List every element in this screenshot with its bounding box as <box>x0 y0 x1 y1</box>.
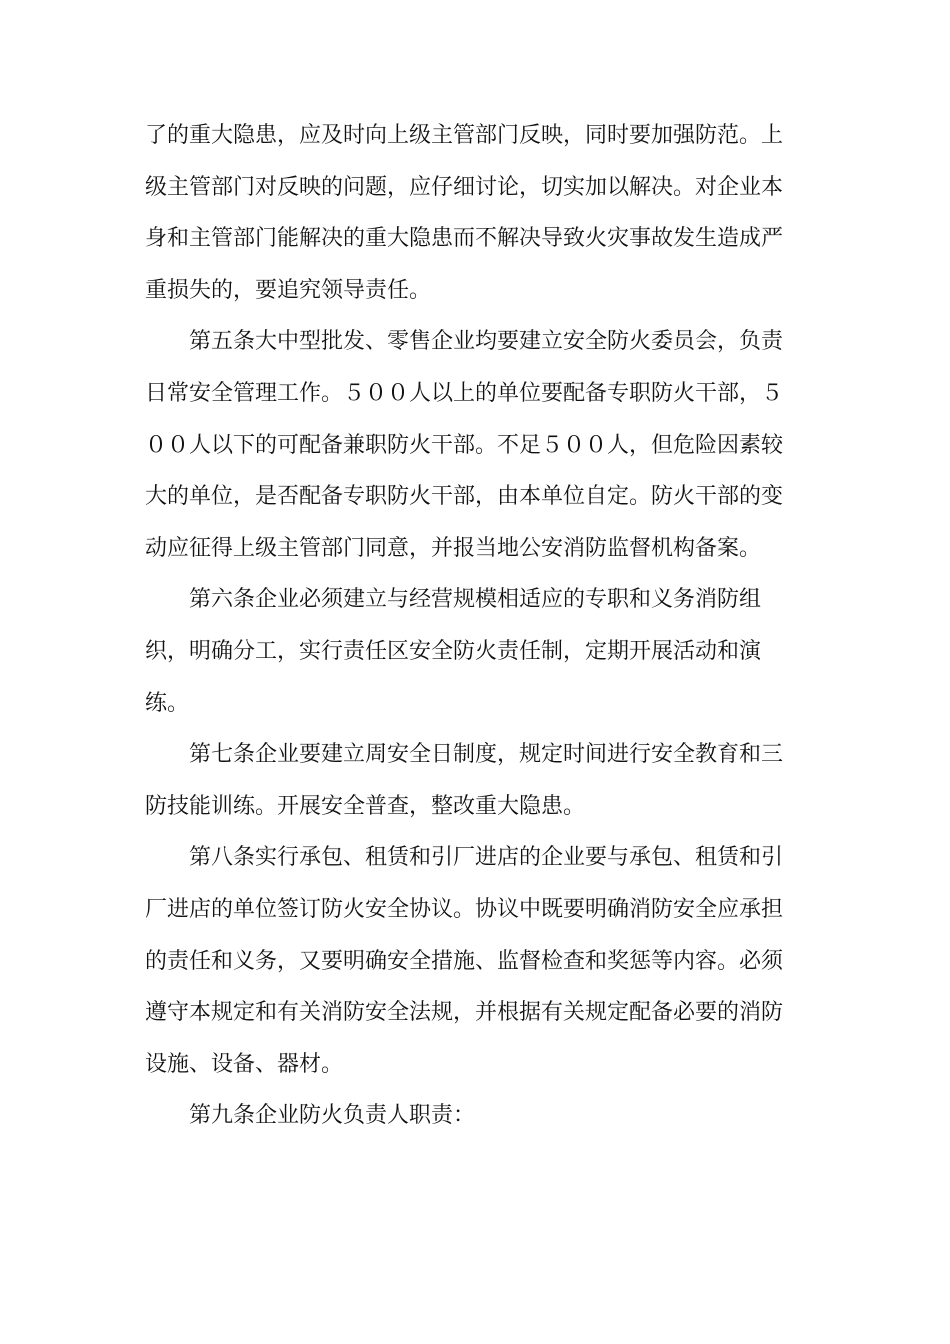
text-line: 第六条企业必须建立与经营规模相适应的专职和义务消防组 <box>189 587 762 613</box>
text-line: 第七条企业要建立周安全日制度，规定时间进行安全教育和三 <box>189 742 784 768</box>
text-line: 遵守本规定和有关消防安全法规，并根据有关规定配备必要的消防 <box>145 1000 784 1026</box>
text-line: 第八条实行承包、租赁和引厂进店的企业要与承包、租赁和引 <box>189 845 784 871</box>
paragraph-article-8 <box>145 832 805 1090</box>
paragraph-article-7 <box>145 729 805 832</box>
text-line: 设施、设备、器材。 <box>145 1051 344 1077</box>
text-line: 第九条企业防火负责人职责： <box>189 1103 476 1129</box>
text-line: 身和主管部门能解决的重大隐患而不解决导致火灾事故发生造成严 <box>145 226 784 252</box>
paragraph-continued-hazards <box>145 110 805 316</box>
text-line: 动应征得上级主管部门同意，并报当地公安消防监督机构备案。 <box>145 535 762 561</box>
text-line: 级主管部门对反映的问题，应仔细讨论，切实加以解决。对企业本 <box>145 174 784 200</box>
text-line: 大的单位，是否配备专职防火干部，由本单位自定。防火干部的变 <box>145 484 784 510</box>
paragraph-article-5 <box>145 316 805 574</box>
text-line: 第五条大中型批发、零售企业均要建立安全防火委员会，负责 <box>189 329 784 355</box>
text-line: 重损失的，要追究领导责任。 <box>145 277 432 303</box>
text-line: 的责任和义务，又要明确安全措施、监督检查和奖惩等内容。必须 <box>145 948 784 974</box>
text-line: ００人以下的可配备兼职防火干部。不足５００人，但危险因素较 <box>145 432 784 458</box>
document-body <box>145 110 805 1142</box>
text-line: 日常安全管理工作。５００人以上的单位要配备专职防火干部，５ <box>145 380 784 406</box>
paragraph-article-6 <box>145 574 805 729</box>
text-line: 织，明确分工，实行责任区安全防火责任制，定期开展活动和演 <box>145 638 762 664</box>
text-line: 防技能训练。开展安全普查，整改重大隐患。 <box>145 793 586 819</box>
text-line: 练。 <box>145 690 190 716</box>
paragraph-article-9 <box>145 1090 805 1142</box>
text-line: 了的重大隐患，应及时向上级主管部门反映，同时要加强防范。上 <box>145 123 784 148</box>
text-line: 厂进店的单位签订防火安全协议。协议中既要明确消防安全应承担 <box>145 896 784 922</box>
